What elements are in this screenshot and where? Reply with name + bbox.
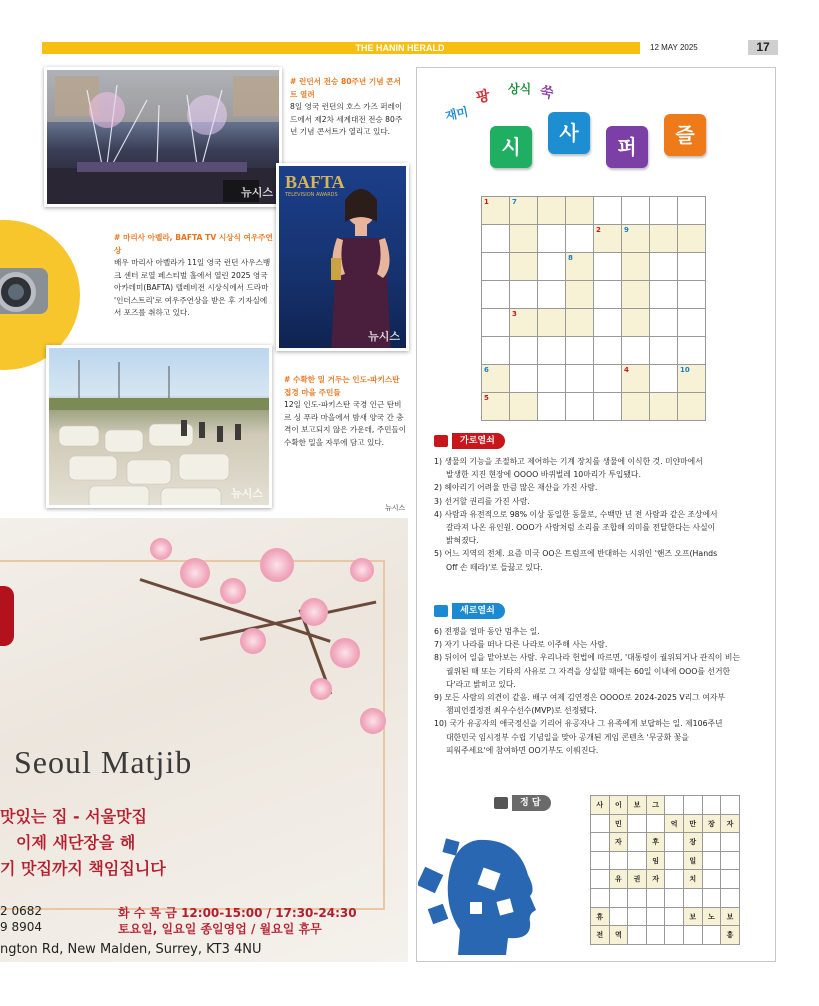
answer-cell — [665, 889, 684, 908]
grid-cell[interactable] — [622, 309, 650, 337]
grid-cell[interactable] — [538, 225, 566, 253]
clue-line: 8) 뒤이어 일을 맡아보는 사람. 우리나라 헌법에 따르면, '대통령이 궐위되거나 관직이 비는 — [434, 653, 740, 663]
bafta-photo — [276, 163, 409, 351]
answer-cell — [721, 889, 740, 908]
grid-cell[interactable] — [566, 197, 594, 225]
down-label: 세로열쇠 — [452, 603, 505, 619]
caption-bafta — [114, 232, 274, 320]
clue-line: 3) 선거할 권리를 가진 사람. — [434, 496, 530, 506]
grid-cell[interactable] — [510, 337, 538, 365]
grid-cell[interactable] — [622, 281, 650, 309]
answer-cell: 흥 — [721, 926, 740, 945]
answer-cell — [703, 926, 722, 945]
clue-number: 10 — [680, 366, 690, 374]
answer-cell — [665, 908, 684, 927]
clue-line: Off 손 떼라)'로 들끓고 있다. — [446, 562, 543, 572]
clue-line: 갈라져 나온 유인원. OOO가 사람처럼 소리를 조합해 의미를 전달한다는 사실이 — [446, 523, 716, 533]
answer-cell — [628, 889, 647, 908]
grid-cell[interactable] — [538, 309, 566, 337]
grid-cell[interactable] — [678, 393, 706, 421]
clue-number: 4 — [624, 366, 629, 374]
caption-concert-title: # 런던서 전승 80주년 기념 콘서트 열려 — [290, 77, 401, 99]
clue-line: 7) 자기 나라를 떠나 다른 나라로 이주해 사는 사람. — [434, 640, 608, 650]
caption-wheat-title: # 수확한 밀 거두는 인도-파키스탄 접경 마을 주민들 — [284, 375, 400, 397]
ad-phone-2: 9 8904 — [0, 920, 42, 934]
clue-number: 7 — [512, 198, 517, 206]
clue-number: 9 — [624, 226, 629, 234]
grid-cell[interactable] — [678, 281, 706, 309]
title-word-fun: 재미 — [443, 104, 470, 124]
puzzle-piece-sa: 사 — [548, 112, 590, 154]
clue-line: 10) 국가 유공자의 애국정신을 기리어 유공자나 그 유족에게 보답하는 일. 제106주년 — [434, 719, 723, 729]
caption-wheat-text: 12일 인도-파키스탄 국경 인근 탄비르 싱 푸라 마을에서 밤새 양국 간 충격이 보고되지 않은 가운데, 주민들이 수확한 밀을 자루에 담고 있다. — [284, 400, 407, 447]
grid-cell[interactable] — [678, 197, 706, 225]
answer-cell: 일 — [684, 852, 703, 871]
grid-cell[interactable] — [482, 393, 510, 421]
answer-cell: 노 — [703, 908, 722, 927]
grid-cell[interactable] — [594, 365, 622, 393]
blossom — [220, 578, 246, 604]
blossom — [330, 638, 360, 668]
answer-grid — [590, 795, 740, 945]
bafta-sign-sub: TELEVISION AWARDS — [285, 192, 338, 198]
ad-line-3: 기 맛집까지 책임집니다 — [0, 859, 166, 878]
answer-cell — [721, 852, 740, 871]
grid-cell[interactable] — [622, 393, 650, 421]
grid-cell[interactable] — [538, 197, 566, 225]
photo-credit: 뉴시스 — [385, 504, 406, 512]
answer-cell — [665, 833, 684, 852]
answer-cell — [628, 908, 647, 927]
ad-line-1: 맛있는 집 - 서울맛집 — [0, 807, 147, 826]
ad-address: ngton Rd, New Malden, Surrey, KT3 4NU — [0, 942, 262, 957]
grid-cell[interactable] — [482, 225, 510, 253]
issue-date: 12 MAY 2025 — [650, 43, 698, 52]
grid-cell[interactable] — [510, 225, 538, 253]
grid-cell[interactable] — [566, 309, 594, 337]
clue-number: 3 — [512, 310, 517, 318]
clue-line: 2) 헤아리기 어려울 만큼 많은 재산을 가진 사람. — [434, 483, 598, 493]
ad-hours-2: 토요일, 일요일 종일영업 / 월요일 휴무 — [118, 922, 322, 936]
answer-cell: 역 — [610, 926, 629, 945]
answer-cell — [628, 852, 647, 871]
grid-cell[interactable] — [510, 253, 538, 281]
grid-cell[interactable] — [538, 281, 566, 309]
clue-line: 챔피언결정전 최우수선수(MVP)로 선정됐다. — [446, 706, 597, 716]
wheat-photo — [46, 345, 272, 508]
grid-cell[interactable] — [678, 309, 706, 337]
ad-hours-1: 화 수 목 금 12:00-15:00 / 17:30-24:30 — [118, 906, 357, 920]
grid-cell[interactable] — [678, 253, 706, 281]
grid-cell[interactable] — [650, 281, 678, 309]
grid-cell[interactable] — [594, 197, 622, 225]
grid-cell[interactable] — [482, 281, 510, 309]
grid-cell[interactable] — [566, 393, 594, 421]
answer-cell — [628, 815, 647, 834]
answer-cell — [703, 796, 722, 815]
answer-cell — [591, 889, 610, 908]
answer-cell: 자 — [647, 870, 666, 889]
answer-cell — [610, 889, 629, 908]
grid-cell[interactable] — [482, 253, 510, 281]
blossom — [180, 558, 210, 588]
answer-cell: 자 — [610, 833, 629, 852]
actress-figure — [279, 166, 409, 351]
grid-cell[interactable] — [566, 225, 594, 253]
grid-cell[interactable] — [594, 309, 622, 337]
answer-cell — [665, 926, 684, 945]
answer-cell — [684, 926, 703, 945]
restaurant-name: Seoul Matjib — [14, 744, 193, 780]
clue-number: 2 — [596, 226, 601, 234]
answer-cell — [591, 815, 610, 834]
paper-title: THE HANIN HERALD — [355, 43, 445, 53]
grid-cell[interactable] — [650, 225, 678, 253]
grid-cell[interactable] — [482, 365, 510, 393]
grid-cell[interactable] — [622, 197, 650, 225]
clue-line: 1) 생물의 기능을 조절하고 제어하는 기계 장치를 생물에 이식한 것. 미얀마에서 — [434, 457, 703, 466]
grid-cell[interactable] — [510, 281, 538, 309]
answer-cell: 휴 — [591, 908, 610, 927]
clue-line: 다'라고 밝히고 있다. — [446, 679, 516, 689]
grid-cell[interactable] — [538, 337, 566, 365]
blossom — [350, 558, 374, 582]
answer-cell — [684, 796, 703, 815]
answer-cell — [610, 908, 629, 927]
grid-cell[interactable] — [594, 281, 622, 309]
grid-cell[interactable] — [650, 365, 678, 393]
caption-concert-text: 8일 영국 런던의 호스 가즈 퍼레이드에서 제2차 세계대전 전승 80주년 기념 콘서트가 열리고 있다. — [290, 102, 403, 136]
grid-cell[interactable] — [482, 197, 510, 225]
answer-cell — [665, 796, 684, 815]
puzzle-piece-jeul: 즐 — [664, 114, 706, 156]
photo1-watermark: 뉴시스 — [241, 186, 273, 199]
caption-bafta-text: 배우 마리사 아벨라가 11일 영국 런던 사우스뱅크 센터 로열 페스티벌 홀에서 열린 2025 영국 아카데미(BAFTA) 텔레비전 시상식에서 드라마 '인더스트리'로 여우주연상을 받은 후 기자실에서 포즈를 취하고 있다. — [114, 258, 271, 317]
clue-line: 밝혀졌다. — [446, 536, 479, 546]
clue-line: 5) 어느 지역의 전체. 요즘 미국 OO은 트럼프에 반대하는 시위인 '핸즈 오프(Hands — [434, 549, 718, 559]
puzzle-piece-si: 시 — [490, 126, 532, 168]
page-number: 17 — [748, 40, 778, 55]
grid-cell[interactable] — [566, 253, 594, 281]
caption-concert — [290, 76, 408, 139]
answer-cell — [647, 815, 666, 834]
answer-cell: 사 — [591, 796, 610, 815]
answer-cell — [721, 870, 740, 889]
answer-cell: 보 — [721, 908, 740, 927]
answer-cell — [703, 889, 722, 908]
grid-cell[interactable] — [566, 337, 594, 365]
clue-number: 6 — [484, 366, 489, 374]
down-clues — [434, 625, 774, 757]
answer-cell — [591, 833, 610, 852]
answer-cell — [591, 870, 610, 889]
ad-phone-1: 2 0682 — [0, 904, 42, 918]
answer-cell: 만 — [684, 815, 703, 834]
answer-cell — [610, 852, 629, 871]
answer-cell — [647, 926, 666, 945]
puzzle-piece-icon — [434, 435, 448, 447]
answer-cell: 치 — [684, 870, 703, 889]
blossom — [260, 548, 294, 582]
puzzle-piece-icon — [434, 605, 448, 617]
grid-cell[interactable] — [566, 365, 594, 393]
answer-cell: 그 — [647, 796, 666, 815]
clue-number: 1 — [484, 198, 489, 206]
blossom — [150, 538, 172, 560]
answer-cell — [721, 796, 740, 815]
grid-cell[interactable] — [622, 365, 650, 393]
clue-line: 피워주세요'에 참여하면 OO기부도 이뤄진다. — [446, 745, 599, 755]
clue-line: 6) 전쟁을 얼마 동안 멈추는 일. — [434, 627, 540, 636]
grid-cell[interactable] — [594, 253, 622, 281]
answer-cell — [647, 889, 666, 908]
grid-cell[interactable] — [594, 393, 622, 421]
answer-cell: 전 — [591, 926, 610, 945]
grid-cell[interactable] — [510, 393, 538, 421]
grid-cell[interactable] — [482, 337, 510, 365]
answer-cell: 유 — [610, 870, 629, 889]
answer-cell: 후 — [647, 833, 666, 852]
answer-cell: 임 — [647, 852, 666, 871]
grid-cell[interactable] — [650, 337, 678, 365]
answer-label: 정 답 — [512, 795, 551, 811]
head-puzzle-icon — [418, 830, 548, 955]
grid-cell[interactable] — [622, 225, 650, 253]
clue-number: 8 — [568, 254, 573, 262]
grid-cell[interactable] — [594, 225, 622, 253]
title-word-knowledge: 상식 — [508, 82, 532, 96]
grid-cell[interactable] — [678, 225, 706, 253]
grid-cell[interactable] — [594, 337, 622, 365]
bafta-sign: BAFTA — [285, 172, 345, 192]
answer-cell: 보 — [628, 796, 647, 815]
ad-red-tab — [0, 586, 14, 646]
answer-cell — [628, 833, 647, 852]
grid-cell[interactable] — [622, 337, 650, 365]
answer-cell — [721, 833, 740, 852]
grid-cell[interactable] — [510, 197, 538, 225]
wheat-scene — [49, 348, 272, 508]
ad-line-2: 이제 새단장을 해 — [16, 833, 136, 852]
answer-cell: 장 — [703, 815, 722, 834]
answer-cell: 권 — [628, 870, 647, 889]
across-label: 가로열쇠 — [452, 433, 505, 449]
clue-line: 4) 사람과 유전적으로 98% 이상 동일한 동물로, 수백만 년 전 사람과 같은 조상에서 — [434, 509, 718, 519]
clue-number: 5 — [484, 394, 489, 402]
caption-wheat — [284, 374, 408, 449]
answer-cell — [703, 870, 722, 889]
blossom — [240, 628, 266, 654]
answer-cell: 보 — [684, 908, 703, 927]
title-word-ssuk: 쑥 — [538, 83, 555, 103]
grid-cell[interactable] — [650, 197, 678, 225]
answer-cell: 이 — [610, 796, 629, 815]
clue-line: 발생한 지진 현장에 OOOO 바퀴벌레 10마리가 투입됐다. — [446, 470, 641, 480]
answer-cell — [665, 852, 684, 871]
blossom — [360, 708, 386, 734]
grid-cell[interactable] — [482, 309, 510, 337]
grid-cell[interactable] — [538, 365, 566, 393]
answer-cell — [703, 833, 722, 852]
grid-cell[interactable] — [650, 253, 678, 281]
grid-cell[interactable] — [622, 253, 650, 281]
answer-cell: 자 — [721, 815, 740, 834]
clue-line: 궐위된 때 또는 기타의 사유로 그 자격을 상실할 때에는 60일 이내에 OOO를 선거한 — [446, 666, 731, 676]
answer-cell — [703, 852, 722, 871]
answer-cell: 민 — [610, 815, 629, 834]
caption-bafta-title: # 마리사 아벨라, BAFTA TV 시상식 여우주연상 — [114, 233, 273, 255]
grid-cell[interactable] — [538, 393, 566, 421]
across-clues — [434, 455, 774, 574]
answer-cell — [628, 926, 647, 945]
grid-cell[interactable] — [538, 253, 566, 281]
answer-cell: 장 — [684, 833, 703, 852]
photo3-watermark: 뉴시스 — [231, 487, 263, 500]
photo2-watermark: 뉴시스 — [368, 330, 400, 343]
clue-line: 대한민국 임시정부 수립 기념일을 맞아 공개된 게임 콘텐츠 '무궁화 꽃을 — [446, 732, 689, 742]
blossom — [310, 678, 332, 700]
crossword-grid — [481, 196, 706, 421]
camera-lens-inner — [8, 284, 24, 300]
grid-cell[interactable] — [650, 309, 678, 337]
blossom — [300, 598, 328, 626]
grid-cell[interactable] — [650, 393, 678, 421]
puzzle-piece-peo: 퍼 — [606, 126, 648, 168]
grid-cell[interactable] — [678, 337, 706, 365]
concert-photo — [44, 67, 282, 207]
answer-cell — [591, 852, 610, 871]
restaurant-ad — [0, 518, 408, 962]
title-word-pang: 팡 — [474, 87, 491, 107]
grid-cell[interactable] — [510, 365, 538, 393]
grid-cell[interactable] — [678, 365, 706, 393]
grid-cell[interactable] — [566, 281, 594, 309]
answer-cell: 억 — [665, 815, 684, 834]
clue-line: 9) 모든 사람의 의견이 같음. 배구 여제 김연경은 OOOO로 2024-2025 V리그 여자부 — [434, 693, 725, 703]
answer-cell — [665, 870, 684, 889]
answer-cell — [647, 908, 666, 927]
answer-cell — [684, 889, 703, 908]
grid-cell[interactable] — [510, 309, 538, 337]
puzzle-piece-icon — [494, 797, 508, 809]
